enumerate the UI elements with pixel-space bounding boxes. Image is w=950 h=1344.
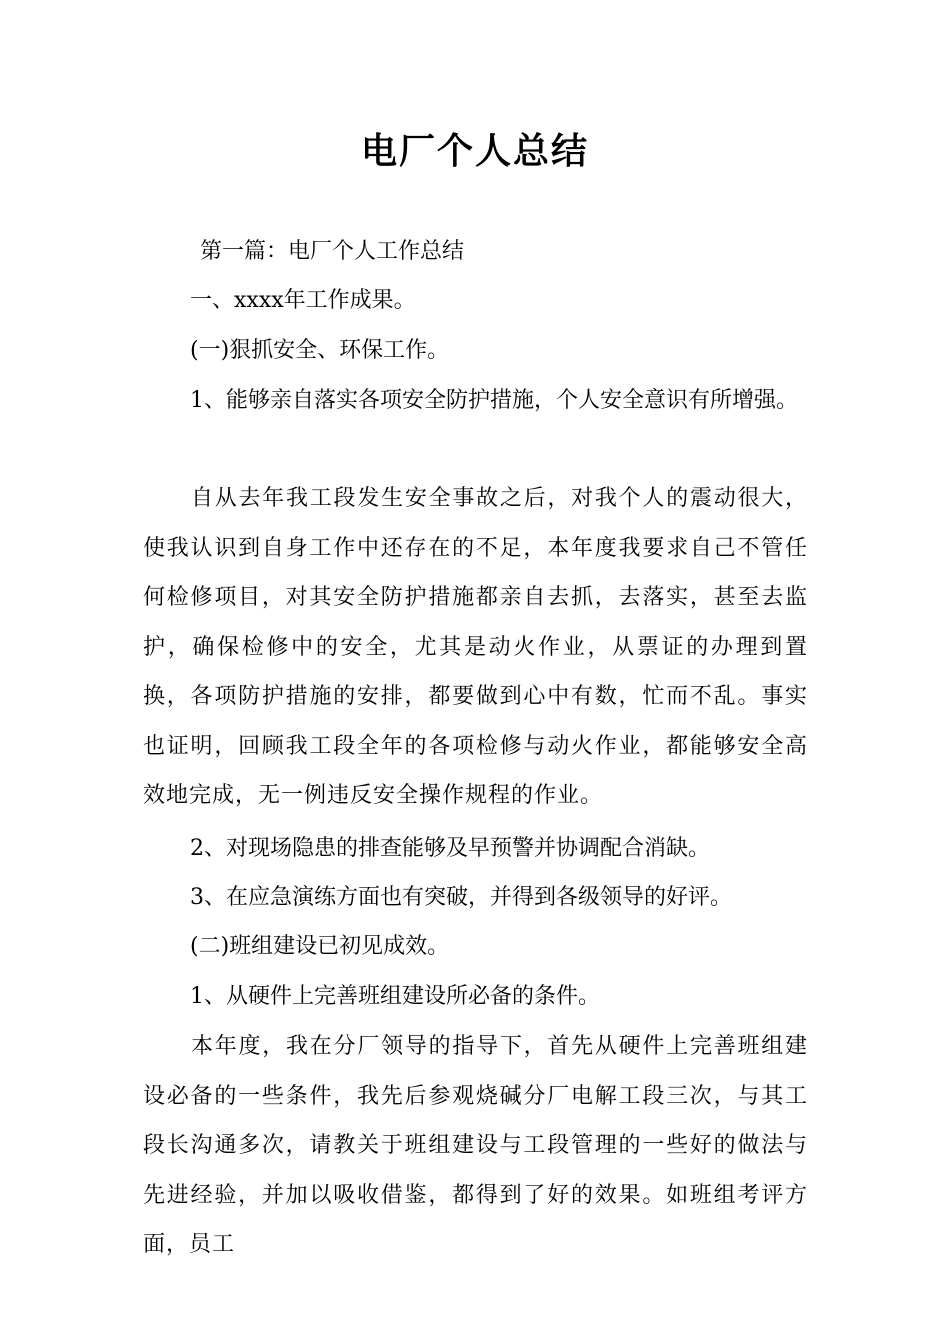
document-title: 电厂个人总结 bbox=[360, 131, 589, 172]
body-paragraph: 本年度，我在分厂领导的指导下，首先从硬件上完善班组建设必备的一些条件，我先后参观烧碱分厂电解工段三次，与其工段长沟通多次，请教关于班组建设与工段管理的一些好的做法与先进经验，并加以吸收借鉴，都得到了好的效果。如班组考评方面，员工 bbox=[143, 1034, 808, 1257]
body-paragraph: 自从去年我工段发生安全事故之后，对我个人的震动很大，使我认识到自身工作中还存在的不足，本年度我要求自己不管任何检修项目，对其安全防护措施都亲自去抓，去落实，甚至去监护，确保检修中的安全，尤其是动火作业，从票证的办理到置换，各项防护措施的安排，都要做到心中有数，忙而不乱。事实也证明，回顾我工段全年的各项检修与动火作业，都能够安全高效地完成，无一例违反安全操作规程的作业。 bbox=[143, 486, 808, 808]
list-item: 1、能够亲自落实各项安全防护措施，个人安全意识有所增强。 bbox=[190, 388, 798, 413]
subsection-heading: (一)狠抓安全、环保工作。 bbox=[190, 338, 450, 363]
list-item: 2、对现场隐患的排查能够及早预警并协调配合消缺。 bbox=[190, 836, 710, 861]
list-item: 3、在应急演练方面也有突破，并得到各级领导的好评。 bbox=[190, 885, 732, 910]
chapter-heading: 第一篇：电厂个人工作总结 bbox=[200, 239, 465, 264]
section-heading: 一、xxxx年工作成果。 bbox=[190, 288, 416, 313]
subsection-heading: (二)班组建设已初见成效。 bbox=[190, 934, 450, 959]
list-item: 1、从硬件上完善班组建设所必备的条件。 bbox=[190, 984, 600, 1009]
